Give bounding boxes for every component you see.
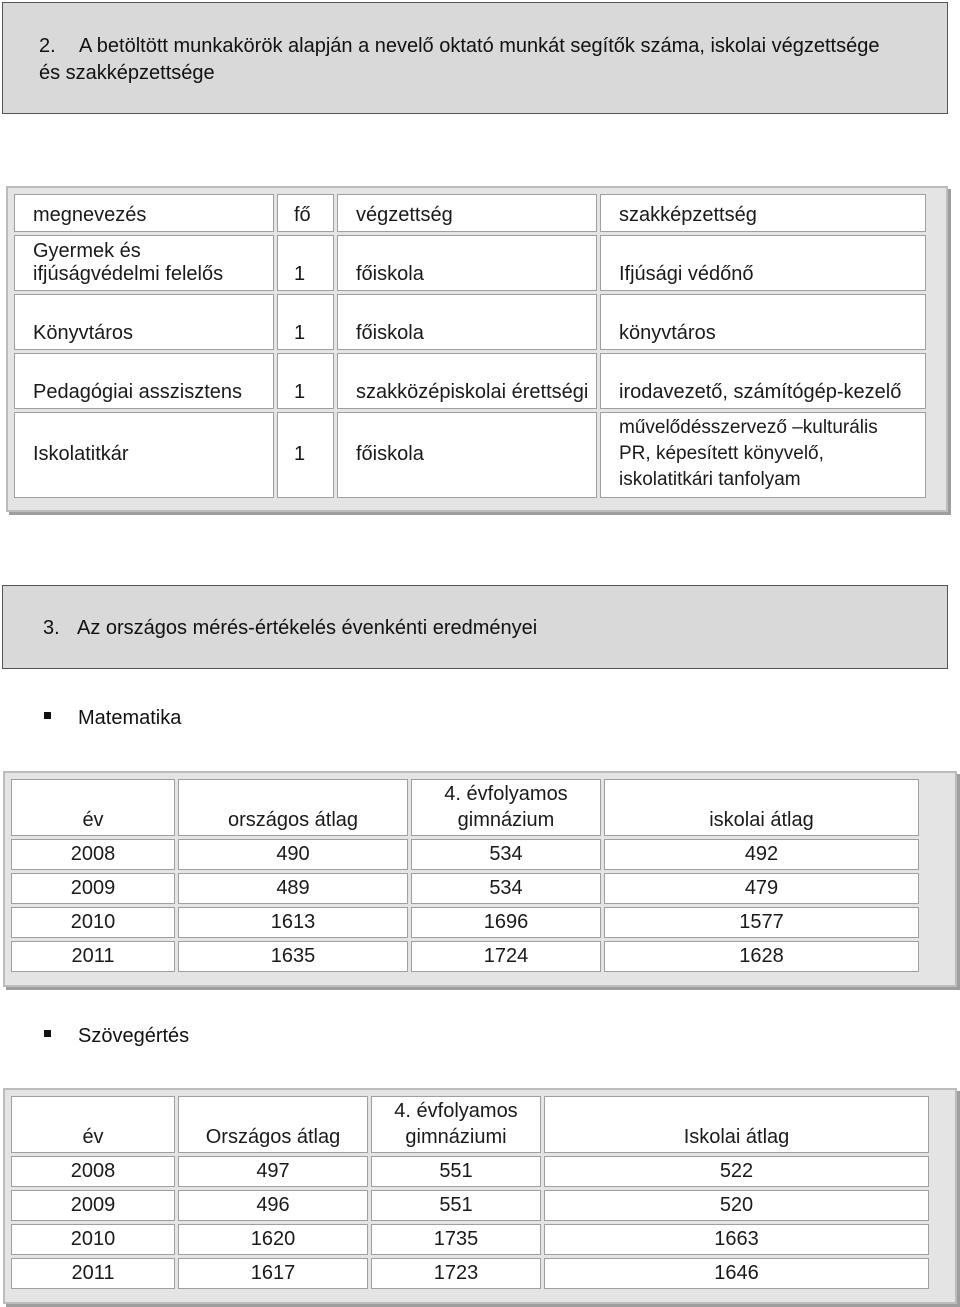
header-gym [371,1096,541,1153]
math-label-text: Matematika [78,707,182,729]
cell-national: 1635 [178,941,408,972]
cell-name: Pedagógiai asszisztens [14,353,274,409]
header-national: Országos átlag [178,1096,368,1153]
table-row [11,907,919,938]
section-2-title-line2: és szakképzettsége [39,62,215,84]
cell-qualification: irodavezető, számítógép-kezelő [600,353,926,409]
table-header-row [11,779,919,836]
header-gym [411,779,601,836]
header-name: megnevezés [14,194,274,232]
cell-name: Könyvtáros [14,294,274,350]
math-label [44,707,181,730]
cell-education: szakközépiskolai érettségi [337,353,597,409]
cell-national: 489 [178,873,408,904]
cell-school: 492 [604,839,919,870]
cell-gym: 1723 [371,1258,541,1289]
cell-school: 1577 [604,907,919,938]
table-header-row [14,194,926,232]
header-national: országos átlag [178,779,408,836]
cell-school: 1663 [544,1224,929,1255]
table-row [11,1190,929,1221]
cell-count: 1 [277,353,334,409]
header-gym-line2: gimnáziumi [405,1126,507,1148]
cell-year: 2011 [11,1258,175,1289]
qualification-line1: művelődésszervező –kulturális [619,417,878,438]
table-row [14,412,926,498]
cell-year: 2011 [11,941,175,972]
cell-name: Iskolatitkár [14,412,274,498]
cell-year: 2010 [11,907,175,938]
section-3-title: Az országos mérés-értékelés évenkénti eredményei [77,617,538,639]
cell-national: 1617 [178,1258,368,1289]
name-line1: Gyermek és [33,240,141,262]
header-gym-line1: 4. évfolyamos [394,1100,518,1122]
cell-gym: 534 [411,873,601,904]
cell-national: 490 [178,839,408,870]
table-row [11,1156,929,1187]
header-count: fő [277,194,334,232]
section-3-number: 3. [43,617,60,639]
table-row [11,941,919,972]
staff-table [6,186,948,512]
section-2-title-line1: A betöltött munkakörök alapján a nevelő oktató munkát segítők száma, iskolai végzettsége [79,35,880,57]
cell-gym: 534 [411,839,601,870]
name-line2: ifjúságvédelmi felelős [33,263,224,285]
cell-gym: 1724 [411,941,601,972]
table-row [11,1258,929,1289]
cell-gym: 551 [371,1190,541,1221]
cell-year: 2008 [11,1156,175,1187]
reading-label-text: Szövegértés [78,1025,190,1047]
reading-label [44,1025,189,1048]
cell-year: 2010 [11,1224,175,1255]
bullet-square-icon [44,712,51,719]
table-row [14,353,926,409]
section-2-heading [2,2,948,114]
header-gym-line2: gimnázium [457,809,555,831]
table-header-row [11,1096,929,1153]
cell-gym: 1696 [411,907,601,938]
header-qualification: szakképzettség [600,194,926,232]
cell-education: főiskola [337,294,597,350]
cell-school: 1628 [604,941,919,972]
cell-gym: 551 [371,1156,541,1187]
cell-year: 2008 [11,839,175,870]
cell-national: 1613 [178,907,408,938]
header-year: év [11,779,175,836]
cell-school: 522 [544,1156,929,1187]
table-row [11,1224,929,1255]
header-year: év [11,1096,175,1153]
cell-national: 496 [178,1190,368,1221]
cell-qualification: Ifjúsági védőnő [600,235,926,291]
cell-school: 479 [604,873,919,904]
cell-count: 1 [277,294,334,350]
header-gym-line1: 4. évfolyamos [444,783,568,805]
cell-education: főiskola [337,235,597,291]
section-3-heading [2,585,948,669]
cell-school: 1646 [544,1258,929,1289]
cell-year: 2009 [11,1190,175,1221]
section-2-number: 2. [39,35,56,57]
table-row [14,294,926,350]
cell-qualification [600,412,926,498]
cell-national: 497 [178,1156,368,1187]
table-row [14,235,926,291]
cell-qualification: könyvtáros [600,294,926,350]
qualification-line3: iskolatitkári tanfolyam [619,469,801,490]
table-row [11,873,919,904]
cell-year: 2009 [11,873,175,904]
header-school: Iskolai átlag [544,1096,929,1153]
header-education: végzettség [337,194,597,232]
cell-gym: 1735 [371,1224,541,1255]
header-school: iskolai átlag [604,779,919,836]
bullet-square-icon [44,1030,51,1037]
cell-education: főiskola [337,412,597,498]
table-row [11,839,919,870]
qualification-line2: PR, képesített könyvelő, [619,443,824,464]
cell-count: 1 [277,235,334,291]
math-results-table [3,771,957,987]
reading-results-table [3,1088,957,1304]
cell-school: 520 [544,1190,929,1221]
cell-name [14,235,274,291]
cell-national: 1620 [178,1224,368,1255]
cell-count: 1 [277,412,334,498]
